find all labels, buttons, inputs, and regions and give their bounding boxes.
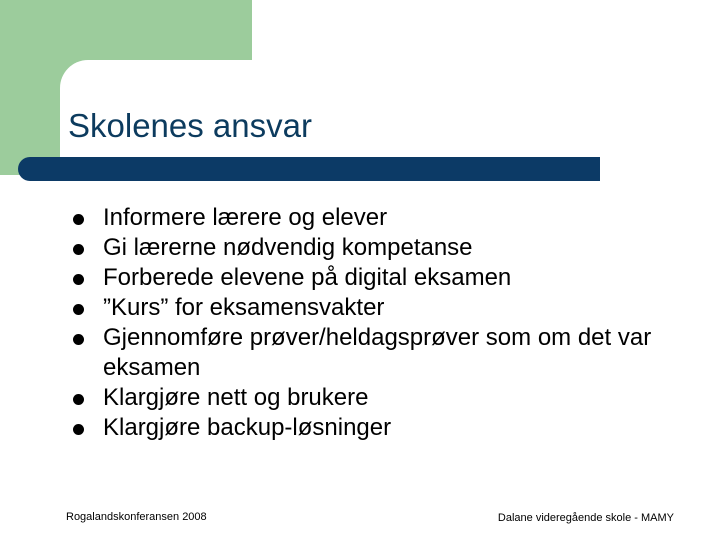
footer-right-text: Dalane videregående skole - MAMY <box>497 512 674 524</box>
bullet-item <box>73 293 673 323</box>
bullet-text: Klargjøre backup-løsninger <box>103 414 392 441</box>
bullet-item <box>73 233 673 263</box>
bullet-text: Gi lærerne nødvendig kompetanse <box>103 234 473 261</box>
bullet-dot-icon <box>73 274 84 285</box>
bullet-dot-icon <box>73 214 84 225</box>
bullet-text: Klargjøre nett og brukere <box>103 384 369 411</box>
bullet-text: Informere lærere og elever <box>103 204 388 231</box>
bullet-item <box>73 203 673 233</box>
bullet-dot-icon <box>73 304 84 315</box>
bullet-dot-icon <box>73 334 84 345</box>
bullet-dot-icon <box>73 394 84 405</box>
bullet-dot-icon <box>73 424 84 435</box>
bullet-item <box>73 413 673 443</box>
bullet-list <box>73 203 673 443</box>
footer-left-text: Rogalandskonferansen 2008 <box>66 511 207 523</box>
bullet-text: Gjennomføre prøver/heldagsprøver som om det var eksamen <box>103 324 652 381</box>
bullet-item <box>73 383 673 413</box>
bullet-dot-icon <box>73 244 84 255</box>
bullet-text: ”Kurs” for eksamensvakter <box>103 294 385 321</box>
bullet-item <box>73 323 673 383</box>
bullet-text: Forberede elevene på digital eksamen <box>103 264 512 291</box>
title-underline-bar <box>18 157 600 181</box>
slide-title: Skolenes ansvar <box>68 107 312 144</box>
bullet-item <box>73 263 673 293</box>
